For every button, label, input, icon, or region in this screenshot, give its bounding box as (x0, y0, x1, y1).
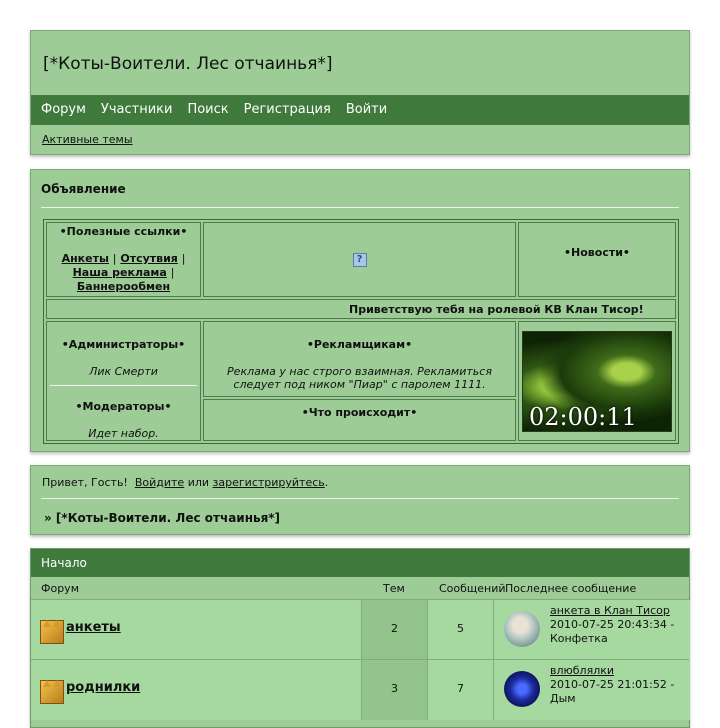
nav-forum[interactable]: Форум (41, 102, 86, 117)
nav-login[interactable]: Войти (345, 102, 388, 117)
cat-forum-icon (40, 620, 64, 644)
links-title: •Полезные ссылки• (59, 225, 188, 238)
divider (41, 207, 679, 208)
posts-count: 7 (428, 660, 494, 720)
image-cell (518, 321, 676, 441)
advertisers-cell (203, 321, 516, 397)
link-absences[interactable]: Отсутвия (120, 252, 178, 265)
last-post-date: 2010-07-25 20:43:34 - (550, 618, 675, 631)
guest-panel (30, 465, 690, 535)
moderators-title: •Модераторы• (75, 400, 172, 413)
divider (41, 498, 679, 499)
announcement-table (43, 219, 679, 444)
happening-cell (203, 399, 516, 441)
nav-register[interactable]: Регистрация (243, 102, 331, 117)
last-post-date: 2010-07-25 21:01:52 - (550, 678, 675, 691)
link-banner-exchange[interactable]: Баннерообмен (76, 280, 171, 293)
site-header (30, 30, 690, 155)
staff-cell (46, 321, 201, 441)
last-post-link[interactable]: влюблялки (550, 664, 615, 677)
forum-row (31, 659, 689, 719)
forum-link[interactable]: роднилки (66, 680, 141, 695)
welcome-text: Приветствую тебя на ролевой КВ Клан Тисор! (349, 302, 644, 316)
forum-row (31, 599, 689, 659)
clock-readout: 02:00:11 (529, 402, 637, 431)
avatar (504, 611, 540, 647)
news-cell (518, 222, 676, 297)
topics-count: 3 (362, 660, 428, 720)
breadcrumb: » [*Коты-Воители. Лес отчаинья*] (44, 511, 281, 525)
admins-title: •Администраторы• (61, 338, 186, 351)
last-post-link[interactable]: анкета в Клан Тисор (550, 604, 670, 617)
links-cell: •Полезные ссылки• Анкеты | Отсутвия | Наша реклама | Баннерообмен (46, 222, 201, 297)
link-our-ads[interactable]: Наша реклама (72, 266, 167, 279)
topics-count: 2 (362, 600, 428, 660)
advertisers-title: •Рекламщикам• (306, 338, 413, 351)
site-title: [*Коты-Воители. Лес отчаинья*] (43, 54, 333, 74)
col-forum: Форум (41, 582, 79, 595)
last-post-author: Конфетка (550, 632, 608, 645)
admin-name: Лик Смерти (89, 365, 158, 378)
banner-cell (203, 222, 516, 297)
forum-link[interactable]: анкеты (66, 620, 121, 635)
col-posts: Сообщений (439, 582, 506, 595)
announcement-heading: Объявление (41, 182, 126, 196)
nav-search[interactable]: Поиск (187, 102, 229, 117)
announcement-panel (30, 169, 690, 452)
cat-forum-icon (40, 680, 64, 704)
forum-section (30, 548, 690, 728)
main-nav (31, 95, 689, 125)
advertisers-text: Реклама у нас строго взаимная. Рекламиться следует под ником "Пиар" с паролем 1111. (227, 365, 492, 391)
link-ankety[interactable]: Анкеты (61, 252, 109, 265)
broken-image-icon: ? (353, 253, 367, 267)
register-link[interactable]: зарегистрируйтесь (212, 476, 325, 489)
posts-count: 5 (428, 600, 494, 660)
happening-title: •Что происходит• (301, 405, 418, 419)
avatar (504, 671, 540, 707)
col-last-post: Последнее сообщение (505, 582, 637, 595)
col-topics: Тем (383, 582, 405, 595)
last-post-author: Дым (550, 692, 576, 705)
welcome-cell (46, 299, 676, 319)
clock-image (522, 331, 672, 432)
guest-greeting: Привет, Гость! Войдите или зарегистрируйтесь. (42, 476, 329, 489)
news-title: •Новости• (564, 245, 630, 259)
moderators-text: Идет набор. (88, 427, 159, 440)
login-link[interactable]: Войдите (134, 476, 185, 489)
nav-members[interactable]: Участники (100, 102, 173, 117)
active-topics-link[interactable]: Активные темы (42, 133, 133, 146)
section-title: Начало (31, 549, 689, 577)
